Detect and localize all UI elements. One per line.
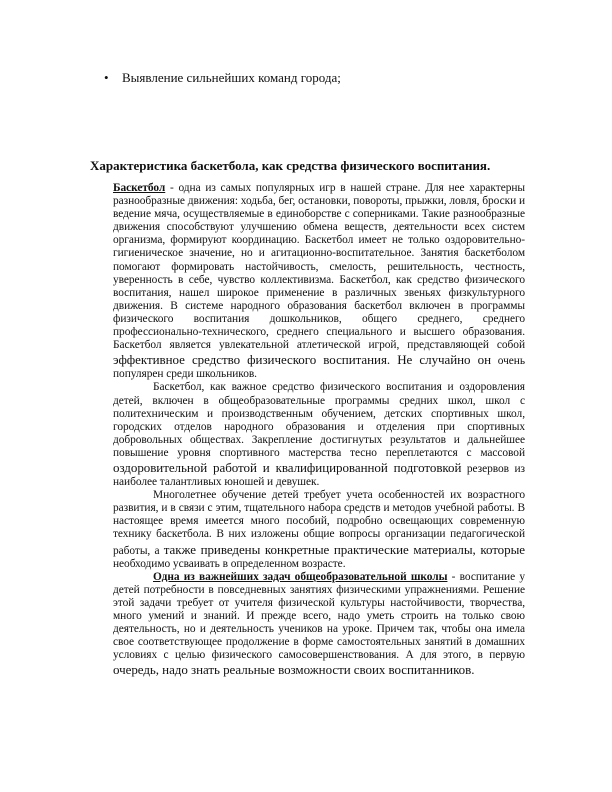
paragraph-1-text: - одна из самых популярных игр в нашей стране. Для нее характерны разнообразные движения: ходьба, бег, остановки, повороты, прыжки, ловля, броски и ведение мяча, осуществляемые в единоборстве с соперниками. Такие разнообразные движения способствуют улучшению обмена веществ, деятельности всех систем организма, формируют координацию. Баскетбол имеет не только оздоровительно-гигиеническое значение, но и агитационно-воспитательное. Занятия баскетболом помогают формировать настойчивость, смелость, решительность, честность, уверенность в себе, чувство коллективизма. Баскетбол, как средство физического воспитания, нашел широкое применение в различных звеньях физкультурного движения. В системе народного образования баскетбол включен в программы физического воспитания дошкольников, общего среднего, среднего профессионально-технического, среднего специального и высшего образования. Баскетбол является увлекательной атлетической игрой, представляющей собой [113, 182, 525, 352]
paragraph-3-tail: необходимо усваивать в определенном возрасте. [113, 557, 346, 570]
paragraph-3-text: Многолетнее обучение детей требует учета особенностей их возрастного развития, и в связи с этим, тщательного набора средств и методов учебной работы. В настоящее время имеется много пособий, подробно освещающих современную технику баскетбола. В них изложены общие вопросы организации педагогической работы, а [113, 489, 525, 557]
paragraph-1-lead: Баскетбол [113, 182, 166, 194]
paragraph-4-big-line: очередь, надо знать реальные возможности своих воспитанников. [113, 662, 475, 678]
paragraph-4-lead: Одна из важнейших задач общеобразовательной школы [153, 570, 448, 583]
paragraph-4-text: - воспитание у детей потребности в повседневных занятиях физическими упражнениями. Решение этой задачи требует от учителя физической культуры настойчивости, творчества, много умений и знаний. И прежде всего, надо уметь строить на только свою деятельность, но и деятельность учеников на уроке. Причем так, чтобы она имела свое соответствующее продолжение в форме самостоятельных занятий в домашних условиях с целью физического самосовершенствования. А для этого, в первую [113, 570, 525, 662]
body-text [113, 182, 525, 678]
paragraph-3 [113, 489, 525, 571]
paragraph-2 [113, 381, 525, 489]
bullet-icon: • [104, 70, 109, 85]
bullet-text: Выявление сильнейших команд города; [122, 70, 341, 85]
paragraph-2-big-line: оздоровительной работой и квалифицированной подготовкой [113, 459, 462, 475]
section-heading: Характеристика баскетбола, как средства физического воспитания. [90, 158, 491, 173]
paragraph-2-text: Баскетбол, как важное средство физического воспитания и оздоровления детей, включен в общеобразовательные программы средних школ, школ с политехническим и производственным обучением, детских спортивных школ, городских отделов народного образования и отделения при спортивных добровольных обществах. Закрепление достигнутых результатов и дальнейшее повышение уровня спортивного мастерства тесно переплетаются с массовой [113, 381, 525, 459]
bullet-list-item [104, 70, 524, 86]
paragraph-1 [113, 182, 525, 381]
paragraph-2-tail: резервов из наиболее талантливых юношей и девушек. [113, 462, 525, 489]
paragraph-1-big-line: эффективное средство физического воспитания. Не случайно он [113, 352, 492, 368]
paragraph-3-big-line: также приведены конкретные практические материалы, которые [163, 541, 525, 557]
paragraph-1-tail: очень популярен среди школьников. [113, 355, 525, 381]
paragraph-4 [113, 571, 525, 679]
